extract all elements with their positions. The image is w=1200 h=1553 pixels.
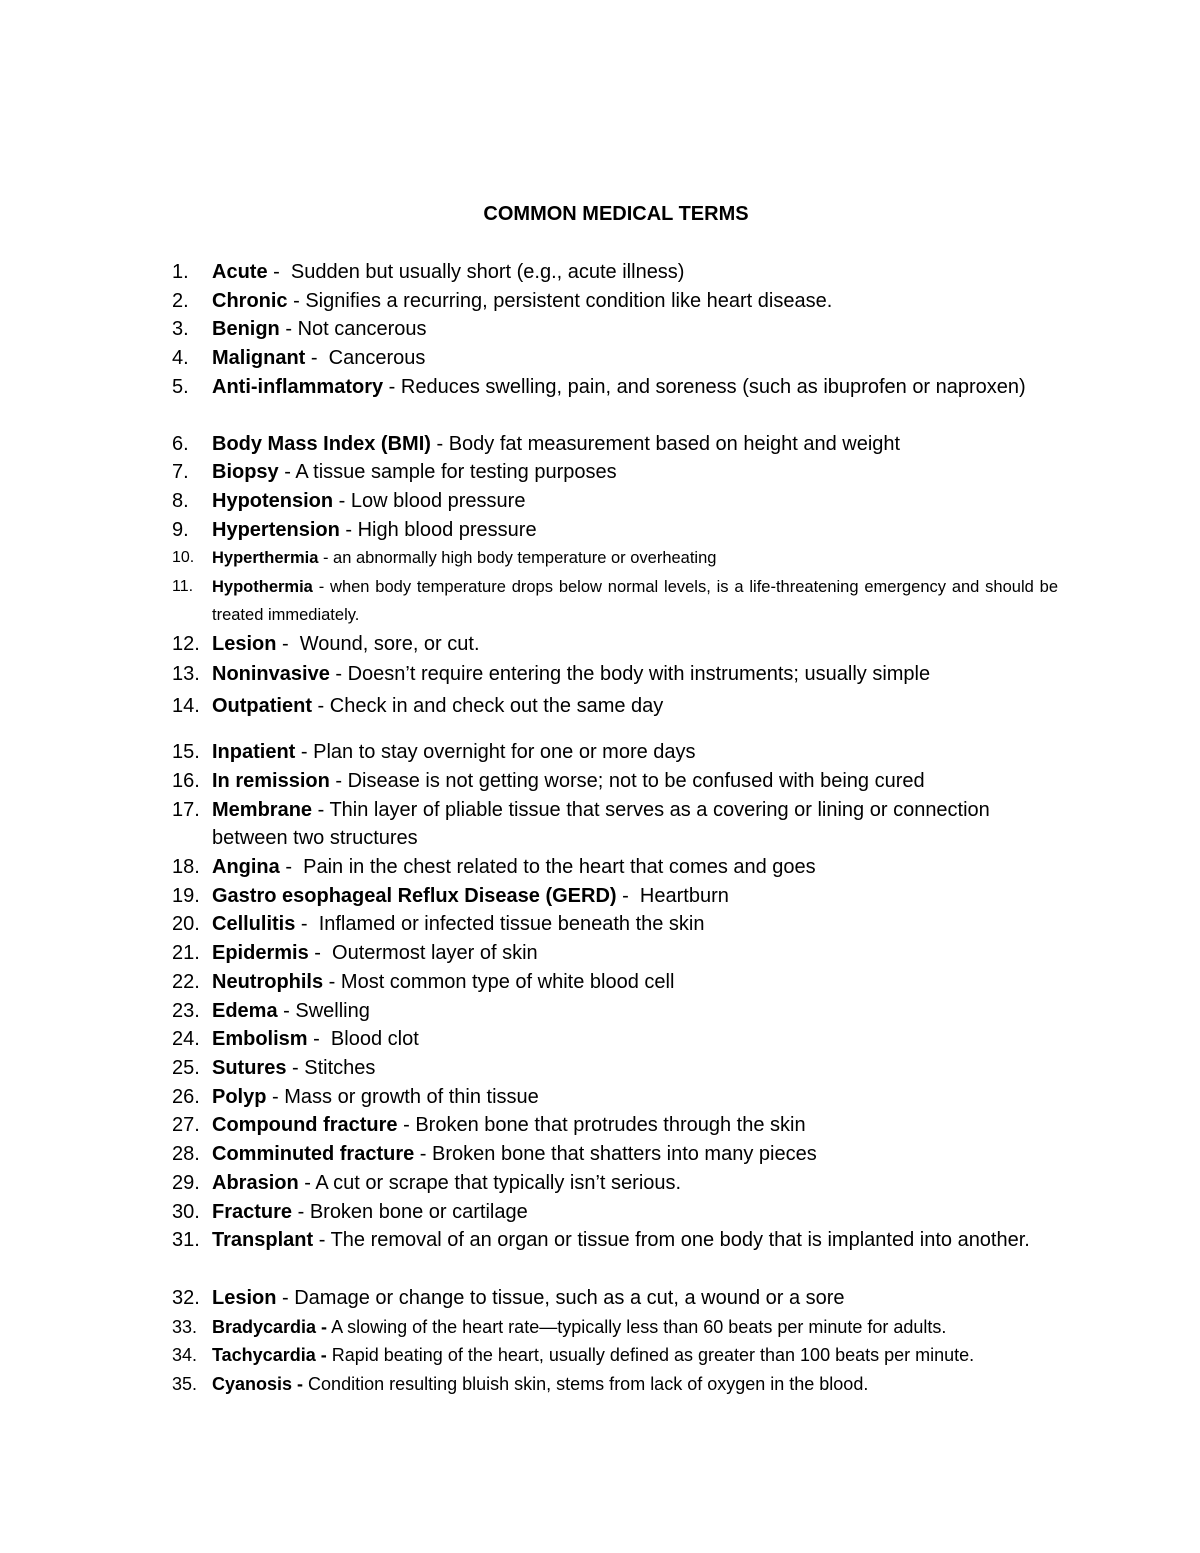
term-number: 13. bbox=[172, 663, 200, 685]
term-body bbox=[212, 767, 1058, 795]
term-name: Epidermis bbox=[212, 942, 309, 964]
term-separator: - bbox=[279, 856, 298, 878]
term-separator: - bbox=[266, 1086, 285, 1108]
term-definition: when body temperature drops below normal levels, is a life-threatening emergency and should be treated immediately. bbox=[212, 578, 1058, 624]
term-number: 18. bbox=[172, 856, 200, 878]
term-number: 16. bbox=[172, 770, 200, 792]
term-number: 12. bbox=[172, 633, 200, 655]
term-body bbox=[212, 738, 1058, 766]
term-number: 24. bbox=[172, 1028, 200, 1050]
term-body bbox=[212, 1370, 1058, 1398]
term-separator: - bbox=[307, 1028, 326, 1050]
term-definition: A slowing of the heart rate—typically less than 60 beats per minute for adults. bbox=[331, 1317, 947, 1337]
term-body bbox=[212, 630, 1058, 658]
term-definition: Broken bone that shatters into many pieces bbox=[432, 1143, 817, 1165]
term-name: Edema bbox=[212, 1000, 278, 1022]
term-definition: Broken bone or cartilage bbox=[309, 1201, 528, 1223]
term-body bbox=[212, 1111, 1058, 1139]
term-body bbox=[212, 1025, 1058, 1053]
term-item bbox=[172, 1341, 1058, 1369]
term-body bbox=[212, 287, 1058, 315]
term-name: Membrane bbox=[212, 799, 313, 821]
term-definition: Sudden but usually short (e.g., acute illness) bbox=[285, 261, 685, 283]
term-separator: - bbox=[308, 942, 327, 964]
term-number: 10. bbox=[172, 549, 195, 566]
term-number: 20. bbox=[172, 913, 200, 935]
term-item bbox=[172, 1083, 1058, 1111]
term-name: Noninvasive bbox=[212, 663, 330, 685]
term-separator: - bbox=[312, 578, 331, 596]
term-name: Tachycardia - bbox=[212, 1345, 327, 1365]
term-number: 7. bbox=[172, 461, 189, 483]
term-name: Embolism bbox=[212, 1028, 308, 1050]
term-definition: Condition resulting bluish skin, stems from lack of oxygen in the blood. bbox=[308, 1374, 869, 1394]
term-name: Comminuted fracture bbox=[212, 1143, 415, 1165]
term-separator: - bbox=[276, 633, 295, 655]
term-number: 3. bbox=[172, 318, 189, 340]
term-item bbox=[172, 796, 1058, 852]
term-definition: Heartburn bbox=[634, 885, 729, 907]
term-separator: - bbox=[295, 913, 314, 935]
term-name: Cellulitis bbox=[212, 913, 296, 935]
term-name: Sutures bbox=[212, 1057, 287, 1079]
term-number: 22. bbox=[172, 971, 200, 993]
term-number: 33. bbox=[172, 1317, 198, 1337]
term-definition: Stitches bbox=[304, 1057, 376, 1079]
term-definition: Disease is not getting worse; not to be confused with being cured bbox=[347, 770, 925, 792]
term-name: In remission bbox=[212, 770, 330, 792]
term-body bbox=[212, 1341, 1058, 1369]
term-number: 28. bbox=[172, 1143, 200, 1165]
term-name: Lesion bbox=[212, 1287, 277, 1309]
term-name: Cyanosis - bbox=[212, 1374, 304, 1394]
term-separator: - bbox=[312, 799, 330, 821]
term-definition: Pain in the chest related to the heart that comes and goes bbox=[297, 856, 816, 878]
term-name: Hypertension bbox=[212, 519, 340, 541]
document-title: COMMON MEDICAL TERMS bbox=[483, 203, 749, 225]
term-item bbox=[172, 1111, 1058, 1139]
term-definition: Reduces swelling, pain, and soreness (such as ibuprofen or naproxen) bbox=[400, 376, 1026, 398]
term-item bbox=[172, 1313, 1058, 1341]
term-body bbox=[212, 1226, 1058, 1254]
term-item bbox=[172, 738, 1058, 766]
term-definition: Swelling bbox=[295, 1000, 370, 1022]
term-separator: - bbox=[305, 347, 324, 369]
term-item bbox=[172, 1226, 1058, 1254]
term-body bbox=[212, 1054, 1058, 1082]
term-number: 23. bbox=[172, 1000, 200, 1022]
term-item bbox=[172, 1370, 1058, 1398]
term-name: Malignant bbox=[212, 347, 306, 369]
term-item bbox=[172, 1140, 1058, 1168]
term-definition: Mass or growth of thin tissue bbox=[284, 1086, 539, 1108]
term-item bbox=[172, 767, 1058, 795]
term-name: Outpatient bbox=[212, 695, 312, 717]
term-item bbox=[172, 1284, 1058, 1312]
term-definition: Wound, sore, or cut. bbox=[294, 633, 480, 655]
term-separator: - bbox=[312, 695, 330, 717]
term-item bbox=[172, 430, 1058, 458]
term-number: 2. bbox=[172, 290, 189, 312]
term-body bbox=[212, 692, 1058, 720]
term-body bbox=[212, 1198, 1058, 1226]
term-name: Gastro esophageal Reflux Disease (GERD) bbox=[212, 885, 617, 907]
term-definition: High blood pressure bbox=[357, 519, 537, 541]
term-body bbox=[212, 853, 1058, 881]
term-number: 29. bbox=[172, 1172, 200, 1194]
term-definition: Broken bone that protrudes through the skin bbox=[415, 1114, 806, 1136]
term-definition: Not cancerous bbox=[297, 318, 427, 340]
term-item bbox=[172, 516, 1058, 544]
term-definition: The removal of an organ or tissue from one body that is implanted into another. bbox=[330, 1229, 1030, 1251]
term-item bbox=[172, 939, 1058, 967]
term-separator: - bbox=[298, 1172, 316, 1194]
term-number: 8. bbox=[172, 490, 189, 512]
term-item bbox=[172, 287, 1058, 315]
term-number: 34. bbox=[172, 1345, 198, 1365]
term-separator: - bbox=[329, 770, 348, 792]
term-definition: Blood clot bbox=[325, 1028, 419, 1050]
term-item bbox=[172, 458, 1058, 486]
term-name: Lesion bbox=[212, 633, 277, 655]
term-separator: - bbox=[383, 376, 401, 398]
term-item bbox=[172, 315, 1058, 343]
term-item bbox=[172, 258, 1058, 286]
term-number: 30. bbox=[172, 1201, 200, 1223]
term-separator: - bbox=[318, 549, 334, 567]
term-body bbox=[212, 997, 1058, 1025]
term-body bbox=[212, 516, 1058, 544]
term-separator: - bbox=[295, 741, 314, 763]
term-name: Transplant bbox=[212, 1229, 314, 1251]
term-body bbox=[212, 1169, 1058, 1197]
term-item bbox=[172, 1054, 1058, 1082]
term-number: 27. bbox=[172, 1114, 200, 1136]
term-body bbox=[212, 1284, 1058, 1312]
term-definition: A cut or scrape that typically isn’t serious. bbox=[315, 1172, 682, 1194]
term-name: Hyperthermia bbox=[212, 549, 319, 567]
term-definition: Signifies a recurring, persistent condition like heart disease. bbox=[305, 290, 833, 312]
term-body bbox=[212, 544, 1058, 572]
term-name: Anti-inflammatory bbox=[212, 376, 384, 398]
term-name: Biopsy bbox=[212, 461, 279, 483]
term-item bbox=[172, 573, 1058, 629]
term-item bbox=[172, 487, 1058, 515]
term-number: 9. bbox=[172, 519, 189, 541]
term-number: 6. bbox=[172, 433, 189, 455]
term-separator: - bbox=[333, 490, 351, 512]
term-definition: Doesn’t require entering the body with instruments; usually simple bbox=[347, 663, 931, 685]
term-separator: - bbox=[292, 1201, 310, 1223]
term-separator: - bbox=[616, 885, 635, 907]
term-number: 15. bbox=[172, 741, 200, 763]
term-definition: Rapid beating of the heart, usually defined as greater than 100 beats per minute. bbox=[331, 1345, 975, 1365]
term-separator: - bbox=[276, 1287, 295, 1309]
term-item bbox=[172, 1025, 1058, 1053]
term-definition: Inflamed or infected tissue beneath the skin bbox=[313, 913, 705, 935]
term-definition: an abnormally high body temperature or overheating bbox=[333, 549, 717, 567]
term-definition: Plan to stay overnight for one or more days bbox=[313, 741, 696, 763]
term-definition: A tissue sample for testing purposes bbox=[295, 461, 617, 483]
term-item bbox=[172, 630, 1058, 658]
term-separator: - bbox=[397, 1114, 416, 1136]
term-item bbox=[172, 1169, 1058, 1197]
term-number: 17. bbox=[172, 799, 200, 821]
term-item bbox=[172, 1198, 1058, 1226]
term-definition: Cancerous bbox=[323, 347, 426, 369]
term-name: Fracture bbox=[212, 1201, 293, 1223]
term-separator: - bbox=[313, 1229, 331, 1251]
term-item bbox=[172, 882, 1058, 910]
term-separator: - bbox=[329, 663, 348, 685]
term-body bbox=[212, 1140, 1058, 1168]
term-definition: Low blood pressure bbox=[350, 490, 526, 512]
term-number: 32. bbox=[172, 1287, 200, 1309]
term-number: 31. bbox=[172, 1229, 200, 1251]
term-body bbox=[212, 968, 1058, 996]
term-number: 1. bbox=[172, 261, 189, 283]
term-body bbox=[212, 458, 1058, 486]
term-item bbox=[172, 373, 1058, 401]
term-name: Bradycardia - bbox=[212, 1317, 328, 1337]
term-item bbox=[172, 968, 1058, 996]
term-number: 5. bbox=[172, 376, 189, 398]
term-separator: - bbox=[339, 519, 358, 541]
term-number: 21. bbox=[172, 942, 200, 964]
term-separator: - bbox=[287, 290, 306, 312]
term-name: Angina bbox=[212, 856, 280, 878]
term-definition: Most common type of white blood cell bbox=[340, 971, 675, 993]
term-item bbox=[172, 692, 1058, 720]
term-body bbox=[212, 573, 1058, 629]
term-body bbox=[212, 373, 1058, 401]
term-body bbox=[212, 258, 1058, 286]
term-body bbox=[212, 1313, 1058, 1341]
term-name: Inpatient bbox=[212, 741, 296, 763]
term-separator: - bbox=[278, 461, 296, 483]
term-name: Benign bbox=[212, 318, 280, 340]
term-separator: - bbox=[279, 318, 298, 340]
term-body bbox=[212, 1083, 1058, 1111]
term-name: Neutrophils bbox=[212, 971, 324, 993]
term-body bbox=[212, 315, 1058, 343]
term-item bbox=[172, 997, 1058, 1025]
term-name: Acute bbox=[212, 261, 268, 283]
term-separator: - bbox=[267, 261, 286, 283]
term-body bbox=[212, 882, 1058, 910]
term-item bbox=[172, 853, 1058, 881]
term-item bbox=[172, 660, 1058, 688]
term-name: Chronic bbox=[212, 290, 288, 312]
term-body bbox=[212, 910, 1058, 938]
term-separator: - bbox=[430, 433, 449, 455]
term-number: 19. bbox=[172, 885, 200, 907]
term-number: 25. bbox=[172, 1057, 200, 1079]
term-definition: Damage or change to tissue, such as a cut, a wound or a sore bbox=[294, 1287, 845, 1309]
term-body bbox=[212, 939, 1058, 967]
term-number: 11. bbox=[172, 578, 194, 595]
term-item bbox=[172, 910, 1058, 938]
term-definition: Check in and check out the same day bbox=[329, 695, 664, 717]
term-name: Body Mass Index (BMI) bbox=[212, 433, 431, 455]
term-body bbox=[212, 487, 1058, 515]
term-name: Hypotension bbox=[212, 490, 334, 512]
term-number: 26. bbox=[172, 1086, 200, 1108]
term-definition: Outermost layer of skin bbox=[326, 942, 538, 964]
term-number: 14. bbox=[172, 695, 200, 717]
term-body bbox=[212, 430, 1058, 458]
term-separator: - bbox=[414, 1143, 433, 1165]
term-item bbox=[172, 544, 1058, 572]
term-separator: - bbox=[323, 971, 341, 993]
term-definition: Thin layer of pliable tissue that serves as a covering or lining or connection between two structures bbox=[212, 799, 990, 849]
term-body bbox=[212, 660, 1058, 688]
term-separator: - bbox=[286, 1057, 305, 1079]
term-body bbox=[212, 344, 1058, 372]
term-body bbox=[212, 796, 1058, 852]
term-name: Compound fracture bbox=[212, 1114, 398, 1136]
term-name: Hypothermia bbox=[212, 578, 313, 596]
term-number: 4. bbox=[172, 347, 189, 369]
term-name: Abrasion bbox=[212, 1172, 299, 1194]
term-name: Polyp bbox=[212, 1086, 267, 1108]
term-definition: Body fat measurement based on height and weight bbox=[448, 433, 901, 455]
term-separator: - bbox=[277, 1000, 296, 1022]
term-number: 35. bbox=[172, 1374, 198, 1394]
term-item bbox=[172, 344, 1058, 372]
